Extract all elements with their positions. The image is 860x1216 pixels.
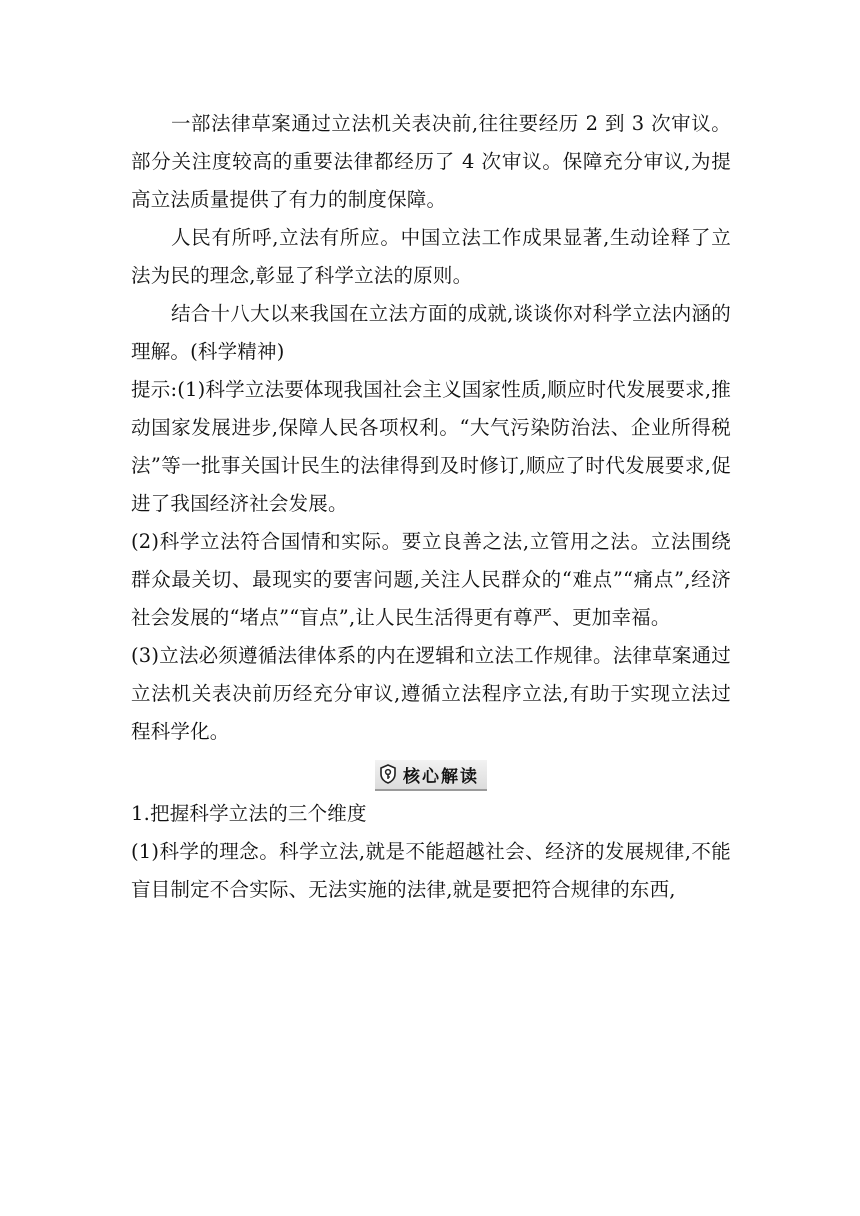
hint-point-3: (3)立法必须遵循法律体系的内在逻辑和立法工作规律。法律草案通过立法机关表决前历经充分审议,遵循立法程序立法,有助于实现立法过程科学化。 — [131, 644, 731, 743]
paragraph-question: 结合十八大以来我国在立法方面的成就,谈谈你对科学立法内涵的理解。(科学精神) — [131, 302, 731, 363]
paragraph-scientific-concept: (1)科学的理念。科学立法,就是不能超越社会、经济的发展规律,不能盲目制定不合实际、无法实施的法律,就是要把符合规律的东西, — [131, 840, 731, 901]
paragraph-review-process: 一部法律草案通过立法机关表决前,往往要经历 2 到 3 次审议。部分关注度较高的重要法律都经历了 4 次审议。保障充分审议,为提高立法质量提供了有力的制度保障。 — [131, 112, 731, 211]
section-header — [131, 759, 731, 791]
core-reading-badge — [375, 760, 487, 791]
document-page — [131, 105, 731, 909]
paragraph-legislation-for-people: 人民有所呼,立法有所应。中国立法工作成果显著,生动诠释了立法为民的理念,彰显了科学立法的原则。 — [131, 226, 731, 287]
hint-point-1: 提示:(1)科学立法要体现我国社会主义国家性质,顺应时代发展要求,推动国家发展进步,保障人民各项权利。“大气污染防治法、企业所得税法”等一批事关国计民生的法律得到及时修订,顺应了时代发展要求,促进了我国经济社会发展。 — [131, 378, 731, 515]
section-title: 核心解读 — [403, 766, 479, 787]
heading-three-dimensions: 1.把握科学立法的三个维度 — [131, 802, 367, 825]
hint-point-2: (2)科学立法符合国情和实际。要立良善之法,立管用之法。立法围绕群众最关切、最现实的要害问题,关注人民群众的“难点”“痛点”,经济社会发展的“堵点”“盲点”,让人民生活得更有尊严、更加幸福。 — [131, 530, 731, 629]
key-shield-icon — [379, 764, 397, 784]
